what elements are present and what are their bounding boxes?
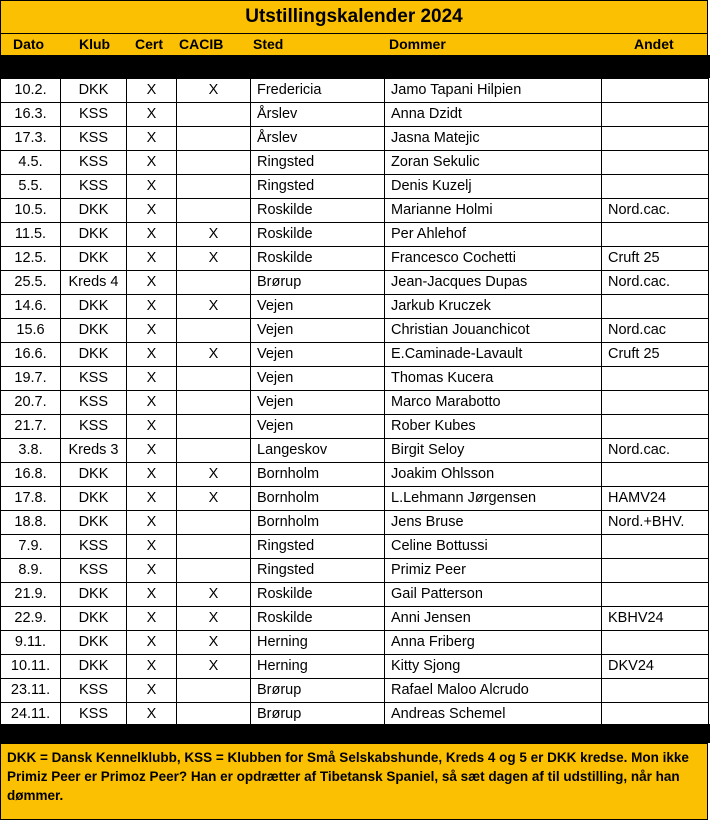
cell-dato: 24.11. xyxy=(1,703,61,727)
cell-cert: X xyxy=(127,343,177,367)
cell-cert: X xyxy=(127,463,177,487)
cell-sted: Årslev xyxy=(251,127,385,151)
cell-dato: 3.8. xyxy=(1,439,61,463)
column-header-row xyxy=(0,34,708,55)
table-row xyxy=(1,319,709,343)
cell-cert: X xyxy=(127,487,177,511)
cell-dato: 12.5. xyxy=(1,247,61,271)
cell-andet xyxy=(602,79,709,103)
divider-bar-bottom xyxy=(0,724,710,743)
cell-klub: KSS xyxy=(61,127,127,151)
cell-dommer: Zoran Sekulic xyxy=(385,151,602,175)
table-row xyxy=(1,79,709,103)
cell-andet xyxy=(602,295,709,319)
cell-cacib xyxy=(177,703,251,727)
cell-dato: 10.11. xyxy=(1,655,61,679)
cell-cacib: X xyxy=(177,463,251,487)
cell-sted: Bornholm xyxy=(251,487,385,511)
cell-cacib: X xyxy=(177,655,251,679)
cell-dato: 21.7. xyxy=(1,415,61,439)
cell-dato: 17.8. xyxy=(1,487,61,511)
cell-cacib xyxy=(177,439,251,463)
cell-cert: X xyxy=(127,295,177,319)
table-row xyxy=(1,583,709,607)
cell-klub: DKK xyxy=(61,631,127,655)
cell-andet xyxy=(602,415,709,439)
header-andet: Andet xyxy=(634,36,674,52)
table-row xyxy=(1,295,709,319)
header-cert: Cert xyxy=(135,36,164,52)
table-row xyxy=(1,223,709,247)
table-row xyxy=(1,487,709,511)
cell-andet: Cruft 25 xyxy=(602,343,709,367)
cell-cacib: X xyxy=(177,631,251,655)
cell-dommer: Jasna Matejic xyxy=(385,127,602,151)
header-dato: Dato xyxy=(13,36,45,52)
cell-dommer: Anna Friberg xyxy=(385,631,602,655)
cell-andet xyxy=(602,583,709,607)
page-title: Utstillingskalender 2024 xyxy=(0,0,708,34)
cell-cert: X xyxy=(127,655,177,679)
cell-cacib xyxy=(177,391,251,415)
cell-cacib: X xyxy=(177,79,251,103)
cell-cacib xyxy=(177,367,251,391)
cell-sted: Vejen xyxy=(251,415,385,439)
cell-sted: Langeskov xyxy=(251,439,385,463)
cell-dommer: Andreas Schemel xyxy=(385,703,602,727)
cell-klub: Kreds 3 xyxy=(61,439,127,463)
table-row xyxy=(1,415,709,439)
cell-klub: DKK xyxy=(61,247,127,271)
table-row xyxy=(1,247,709,271)
cell-dommer: Marco Marabotto xyxy=(385,391,602,415)
cell-dato: 22.9. xyxy=(1,607,61,631)
cell-dato: 10.5. xyxy=(1,199,61,223)
cell-dato: 8.9. xyxy=(1,559,61,583)
cell-klub: Kreds 4 xyxy=(61,271,127,295)
cell-klub: DKK xyxy=(61,199,127,223)
cell-klub: DKK xyxy=(61,487,127,511)
header-cacib: CACIB xyxy=(179,36,224,52)
table-row xyxy=(1,367,709,391)
cell-dommer: Per Ahlehof xyxy=(385,223,602,247)
cell-cacib: X xyxy=(177,343,251,367)
table-row xyxy=(1,439,709,463)
cell-sted: Vejen xyxy=(251,391,385,415)
cell-dommer: Rober Kubes xyxy=(385,415,602,439)
cell-klub: KSS xyxy=(61,367,127,391)
cell-andet xyxy=(602,103,709,127)
table-row xyxy=(1,175,709,199)
cell-cert: X xyxy=(127,511,177,535)
cell-cacib xyxy=(177,511,251,535)
cell-sted: Roskilde xyxy=(251,607,385,631)
cell-dato: 14.6. xyxy=(1,295,61,319)
cell-sted: Ringsted xyxy=(251,559,385,583)
cell-dato: 16.3. xyxy=(1,103,61,127)
cell-andet: HAMV24 xyxy=(602,487,709,511)
cell-dato: 10.2. xyxy=(1,79,61,103)
cell-cert: X xyxy=(127,271,177,295)
cell-andet xyxy=(602,559,709,583)
cell-sted: Vejen xyxy=(251,367,385,391)
cell-dommer: Gail Patterson xyxy=(385,583,602,607)
cell-dato: 4.5. xyxy=(1,151,61,175)
cell-andet: DKV24 xyxy=(602,655,709,679)
table-row xyxy=(1,607,709,631)
cell-dato: 9.11. xyxy=(1,631,61,655)
cell-andet xyxy=(602,127,709,151)
cell-dato: 7.9. xyxy=(1,535,61,559)
cell-andet: Nord.cac xyxy=(602,319,709,343)
cell-cacib xyxy=(177,127,251,151)
table-row xyxy=(1,463,709,487)
cell-cert: X xyxy=(127,415,177,439)
cell-sted: Bornholm xyxy=(251,463,385,487)
cell-dato: 5.5. xyxy=(1,175,61,199)
cell-cert: X xyxy=(127,151,177,175)
cell-cert: X xyxy=(127,607,177,631)
cell-dato: 20.7. xyxy=(1,391,61,415)
cell-andet xyxy=(602,703,709,727)
cell-andet: Nord.cac. xyxy=(602,199,709,223)
cell-sted: Ringsted xyxy=(251,175,385,199)
cell-sted: Vejen xyxy=(251,295,385,319)
cell-andet xyxy=(602,175,709,199)
table-row xyxy=(1,655,709,679)
cell-dommer: Kitty Sjong xyxy=(385,655,602,679)
cell-andet: Nord.cac. xyxy=(602,271,709,295)
footer-note: DKK = Dansk Kennelklubb, KSS = Klubben for Små Selskabshunde, Kreds 4 og 5 er DKK kredse. Mon ikke Primiz Peer er Primoz Peer? Han er opdrætter af Tibetansk Spaniel, så sæt dagen af til udstilling, når han dømmer. xyxy=(0,743,708,820)
cell-klub: KSS xyxy=(61,151,127,175)
cell-dommer: Denis Kuzelj xyxy=(385,175,602,199)
cell-dato: 16.8. xyxy=(1,463,61,487)
cell-cacib: X xyxy=(177,223,251,247)
cell-dommer: E.Caminade-Lavault xyxy=(385,343,602,367)
cell-cacib xyxy=(177,679,251,703)
cell-cacib xyxy=(177,151,251,175)
table-row xyxy=(1,151,709,175)
cell-andet xyxy=(602,391,709,415)
cell-cert: X xyxy=(127,199,177,223)
cell-klub: KSS xyxy=(61,535,127,559)
cell-cert: X xyxy=(127,439,177,463)
cell-sted: Herning xyxy=(251,655,385,679)
cell-sted: Bornholm xyxy=(251,511,385,535)
cell-sted: Ringsted xyxy=(251,535,385,559)
cell-klub: DKK xyxy=(61,655,127,679)
cell-cert: X xyxy=(127,175,177,199)
cell-klub: DKK xyxy=(61,295,127,319)
table-row xyxy=(1,127,709,151)
cell-sted: Herning xyxy=(251,631,385,655)
cell-cacib xyxy=(177,415,251,439)
cell-andet xyxy=(602,463,709,487)
cell-dommer: Celine Bottussi xyxy=(385,535,602,559)
cell-klub: KSS xyxy=(61,559,127,583)
cell-sted: Roskilde xyxy=(251,223,385,247)
cell-cert: X xyxy=(127,319,177,343)
cell-dommer: Joakim Ohlsson xyxy=(385,463,602,487)
cell-dato: 18.8. xyxy=(1,511,61,535)
cell-cacib xyxy=(177,559,251,583)
table-row xyxy=(1,535,709,559)
table-row xyxy=(1,679,709,703)
cell-klub: KSS xyxy=(61,679,127,703)
cell-cert: X xyxy=(127,535,177,559)
cell-cert: X xyxy=(127,103,177,127)
table-row xyxy=(1,391,709,415)
cell-dommer: Rafael Maloo Alcrudo xyxy=(385,679,602,703)
cell-dommer: Thomas Kucera xyxy=(385,367,602,391)
cell-dato: 23.11. xyxy=(1,679,61,703)
table-row xyxy=(1,103,709,127)
cell-dato: 21.9. xyxy=(1,583,61,607)
cell-sted: Roskilde xyxy=(251,199,385,223)
cell-sted: Roskilde xyxy=(251,247,385,271)
cell-klub: KSS xyxy=(61,103,127,127)
cell-dommer: Birgit Seloy xyxy=(385,439,602,463)
cell-dommer: Jamo Tapani Hilpien xyxy=(385,79,602,103)
cell-cert: X xyxy=(127,127,177,151)
cell-sted: Brørup xyxy=(251,703,385,727)
table-row xyxy=(1,271,709,295)
table-row xyxy=(1,631,709,655)
cell-andet xyxy=(602,151,709,175)
cell-dommer: Francesco Cochetti xyxy=(385,247,602,271)
table-row xyxy=(1,343,709,367)
cell-sted: Fredericia xyxy=(251,79,385,103)
cell-cacib xyxy=(177,175,251,199)
cell-dommer: Christian Jouanchicot xyxy=(385,319,602,343)
cell-klub: DKK xyxy=(61,223,127,247)
cell-andet: Cruft 25 xyxy=(602,247,709,271)
cell-klub: DKK xyxy=(61,583,127,607)
table-row xyxy=(1,199,709,223)
cell-sted: Vejen xyxy=(251,319,385,343)
cell-dommer: L.Lehmann Jørgensen xyxy=(385,487,602,511)
cell-sted: Brørup xyxy=(251,271,385,295)
cell-klub: DKK xyxy=(61,607,127,631)
cell-cert: X xyxy=(127,679,177,703)
cell-sted: Ringsted xyxy=(251,151,385,175)
table-row xyxy=(1,703,709,727)
cell-sted: Roskilde xyxy=(251,583,385,607)
cell-klub: DKK xyxy=(61,319,127,343)
cell-cacib xyxy=(177,103,251,127)
cell-dommer: Jarkub Kruczek xyxy=(385,295,602,319)
cell-klub: KSS xyxy=(61,175,127,199)
calendar-rows xyxy=(1,79,709,727)
cell-cert: X xyxy=(127,703,177,727)
header-dommer: Dommer xyxy=(389,36,446,52)
cell-cert: X xyxy=(127,391,177,415)
calendar-table xyxy=(0,78,709,727)
cell-cert: X xyxy=(127,631,177,655)
cell-andet xyxy=(602,535,709,559)
table-row xyxy=(1,511,709,535)
cell-dommer: Jean-Jacques Dupas xyxy=(385,271,602,295)
cell-cacib xyxy=(177,199,251,223)
header-sted: Sted xyxy=(253,36,284,52)
cell-andet: KBHV24 xyxy=(602,607,709,631)
cell-dommer: Anni Jensen xyxy=(385,607,602,631)
cell-cacib: X xyxy=(177,583,251,607)
cell-klub: DKK xyxy=(61,343,127,367)
table-row xyxy=(1,559,709,583)
cell-dommer: Marianne Holmi xyxy=(385,199,602,223)
cell-andet: Nord.+BHV. xyxy=(602,511,709,535)
cell-cert: X xyxy=(127,367,177,391)
cell-klub: KSS xyxy=(61,391,127,415)
cell-cert: X xyxy=(127,247,177,271)
header-klub: Klub xyxy=(79,36,111,52)
cell-andet xyxy=(602,367,709,391)
cell-klub: KSS xyxy=(61,703,127,727)
cell-andet xyxy=(602,223,709,247)
cell-klub: DKK xyxy=(61,79,127,103)
cell-dato: 11.5. xyxy=(1,223,61,247)
cell-dommer: Primiz Peer xyxy=(385,559,602,583)
cell-dommer: Jens Bruse xyxy=(385,511,602,535)
cell-cert: X xyxy=(127,583,177,607)
cell-cacib xyxy=(177,319,251,343)
cell-cert: X xyxy=(127,223,177,247)
cell-cert: X xyxy=(127,79,177,103)
cell-dato: 25.5. xyxy=(1,271,61,295)
cell-dato: 15.6 xyxy=(1,319,61,343)
cell-dato: 19.7. xyxy=(1,367,61,391)
cell-andet: Nord.cac. xyxy=(602,439,709,463)
cell-klub: DKK xyxy=(61,463,127,487)
cell-cacib: X xyxy=(177,487,251,511)
cell-klub: DKK xyxy=(61,511,127,535)
cell-andet xyxy=(602,631,709,655)
cell-sted: Brørup xyxy=(251,679,385,703)
cell-klub: KSS xyxy=(61,415,127,439)
cell-sted: Vejen xyxy=(251,343,385,367)
cell-cert: X xyxy=(127,559,177,583)
cell-cacib xyxy=(177,535,251,559)
divider-bar-top xyxy=(0,55,710,78)
cell-sted: Årslev xyxy=(251,103,385,127)
cell-cacib: X xyxy=(177,247,251,271)
cell-cacib: X xyxy=(177,607,251,631)
cell-dommer: Anna Dzidt xyxy=(385,103,602,127)
cell-dato: 16.6. xyxy=(1,343,61,367)
cell-andet xyxy=(602,679,709,703)
cell-dato: 17.3. xyxy=(1,127,61,151)
cell-cacib xyxy=(177,271,251,295)
cell-cacib: X xyxy=(177,295,251,319)
